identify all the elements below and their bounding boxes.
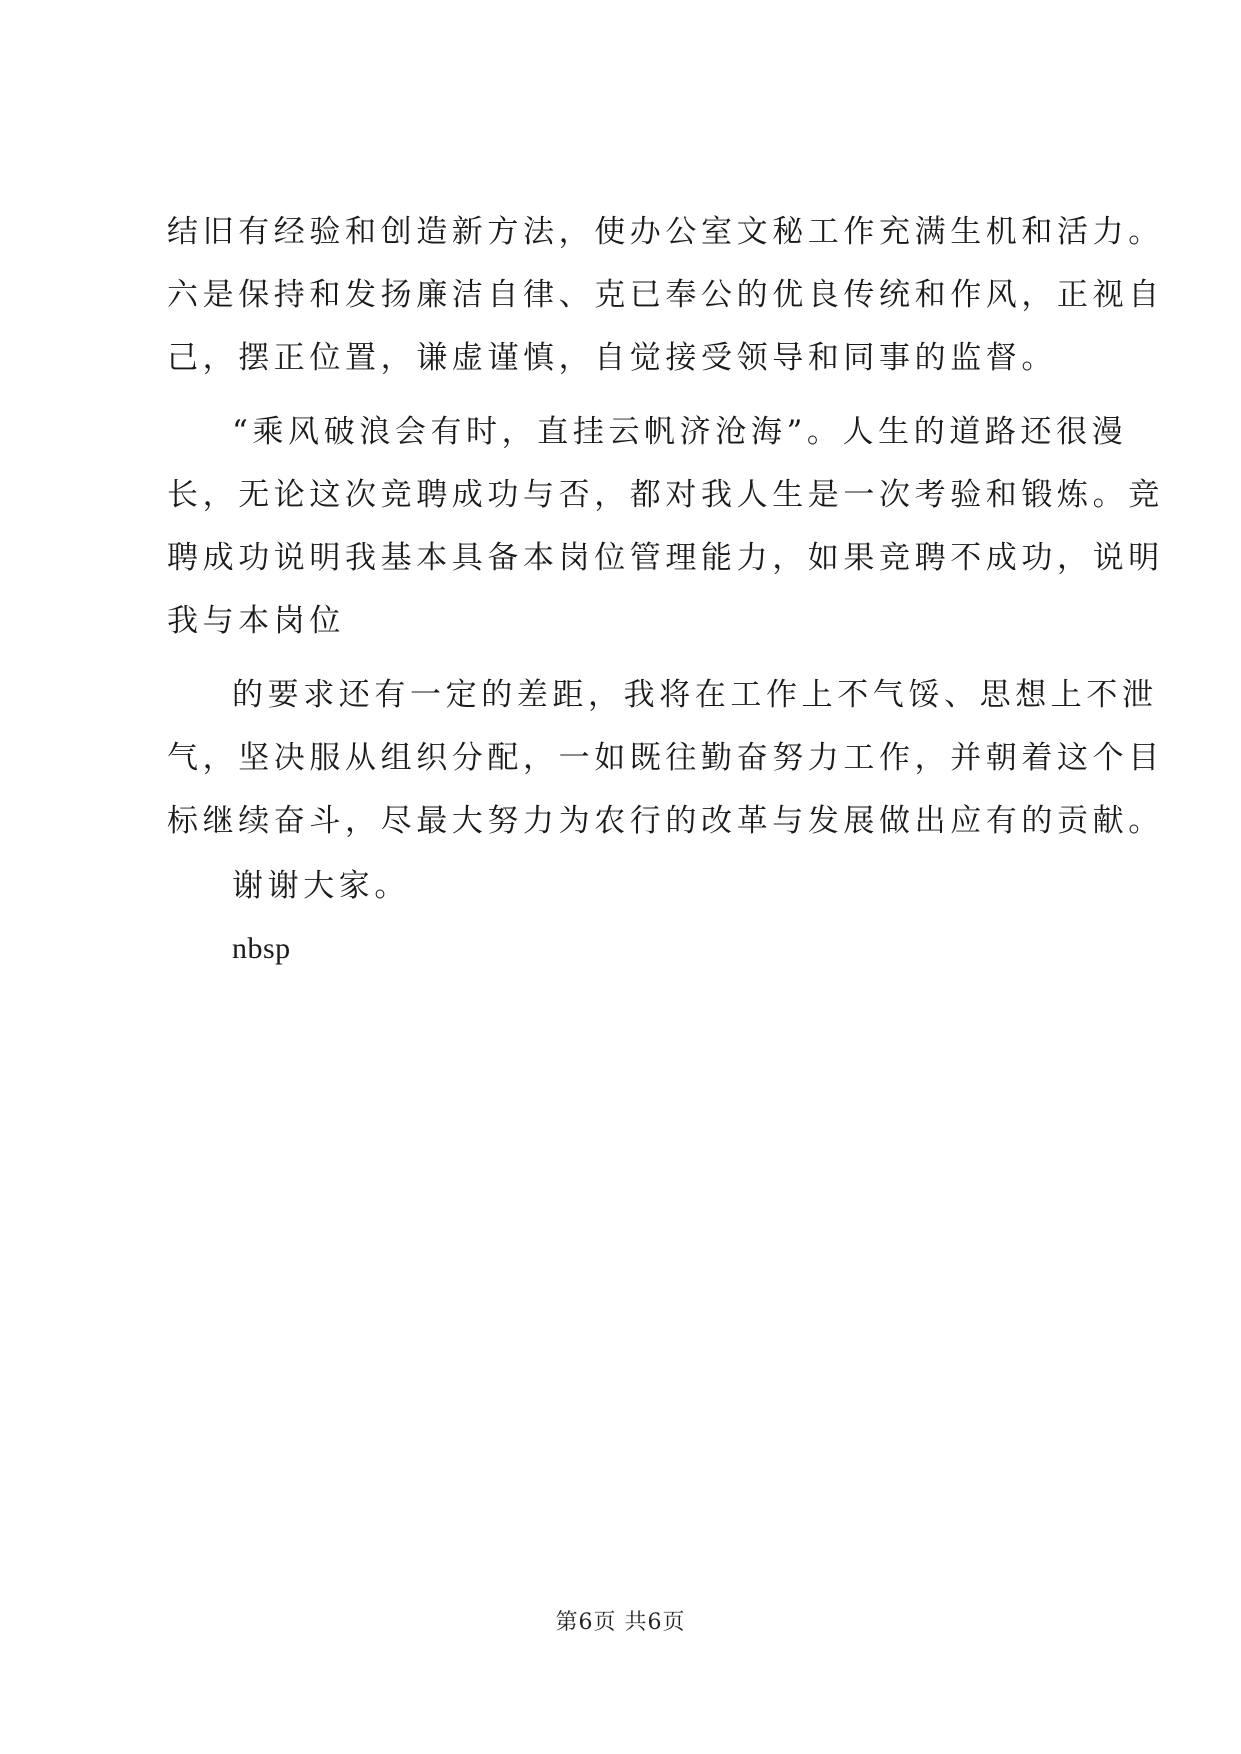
body-line-3: 己，摆正位置，谦虚谨慎，自觉接受领导和同事的监督。 xyxy=(167,340,1057,376)
body-line-10: 标继续奋斗，尽最大努力为农行的改革与发展做出应有的贡献。 xyxy=(167,803,1164,839)
body-line-12: nbsp xyxy=(232,932,291,965)
body-line-2: 六是保持和发扬廉洁自律、克已奉公的优良传统和作风，正视自 xyxy=(167,277,1164,313)
body-line-1: 结旧有经验和创造新方法，使办公室文秘工作充满生机和活力。 xyxy=(167,214,1164,250)
body-line-5: 长，无论这次竞聘成功与否，都对我人生是一次考验和锻炼。竞 xyxy=(167,477,1164,513)
body-line-11: 谢谢大家。 xyxy=(232,868,410,904)
page-footer: 第6页 共6页 xyxy=(555,1610,686,1635)
body-line-6: 聘成功说明我基本具备本岗位管理能力，如果竞聘不成功，说明 xyxy=(167,540,1164,576)
body-line-9: 气，坚决服从组织分配，一如既往勤奋努力工作，并朝着这个目 xyxy=(167,740,1164,776)
body-line-4: “乘风破浪会有时，直挂云帆济沧海”。人生的道路还很漫 xyxy=(232,414,1128,450)
body-line-7: 我与本岗位 xyxy=(167,603,345,639)
body-line-8: 的要求还有一定的差距，我将在工作上不气馁、思想上不泄 xyxy=(232,677,1158,713)
